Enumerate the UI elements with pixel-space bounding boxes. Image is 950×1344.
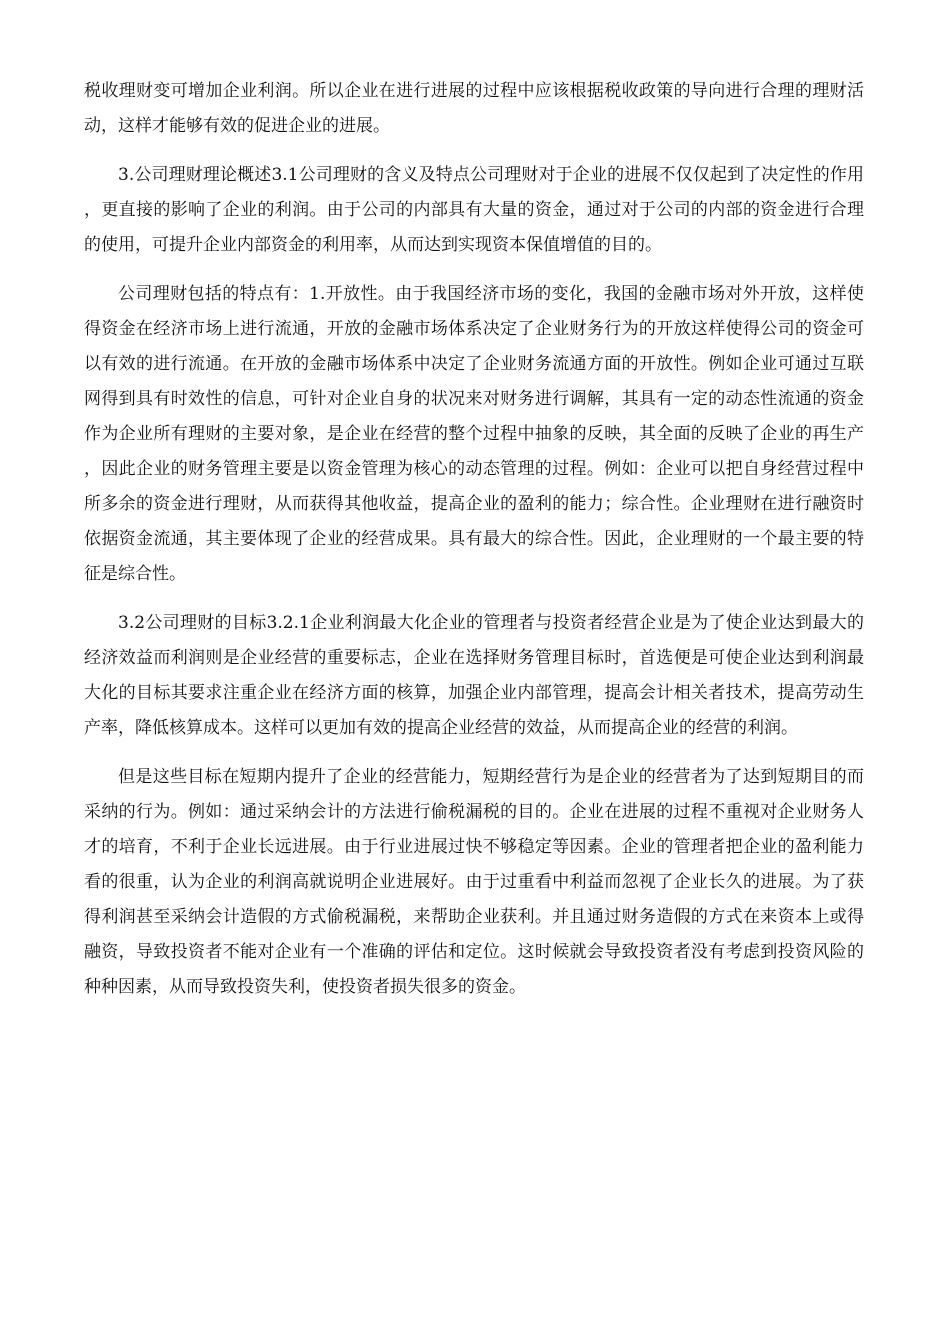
paragraph-4: 3.2公司理财的目标3.2.1企业利润最大化企业的管理者与投资者经营企业是为了使企业达到最大的经济效益而利润则是企业经营的重要标志，企业在选择财务管理目标时，首选便是可使企业达到利润最大化的目标其要求注重企业在经济方面的核算，加强企业内部管理，提高会计相关者技术，提高劳动生产率，降低核算成本。这样可以更加有效的提高企业经营的效益，从而提高企业的经营的利润。 [84, 613, 864, 738]
document-page [84, 74, 864, 1019]
paragraph-1: 税收理财变可增加企业利润。所以企业在进行进展的过程中应该根据税收政策的导向进行合理的理财活动，这样才能够有效的促进企业的进展。 [84, 81, 864, 136]
paragraph-2: 3.公司理财理论概述3.1公司理财的含义及特点公司理财对于企业的进展不仅仅起到了决定性的作用，更直接的影响了企业的利润。由于公司的内部具有大量的资金，通过对于公司的内部的资金进行合理的使用，可提升企业内部资金的利用率，从而达到实现资本保值增值的目的。 [84, 165, 864, 255]
paragraph-5: 但是这些目标在短期内提升了企业的经营能力，短期经营行为是企业的经营者为了达到短期目的而采纳的行为。例如：通过采纳会计的方法进行偷税漏税的目的。企业在进展的过程不重视对企业财务人才的培育，不利于企业长远进展。由于行业进展过快不够稳定等因素。企业的管理者把企业的盈利能力看的很重，认为企业的利润高就说明企业进展好。由于过重看中利益而忽视了企业长久的进展。为了获得利润甚至采纳会计造假的方式偷税漏税，来帮助企业获利。并且通过财务造假的方式在来资本上或得融资，导致投资者不能对企业有一个准确的评估和定位。这时候就会导致投资者没有考虑到投资风险的种种因素，从而导致投资失利，使投资者损失很多的资金。 [84, 767, 864, 997]
paragraph-3: 公司理财包括的特点有：1.开放性。由于我国经济市场的变化，我国的金融市场对外开放，这样使得资金在经济市场上进行流通，开放的金融市场体系决定了企业财务行为的开放这样使得公司的资金可以有效的进行流通。在开放的金融市场体系中决定了企业财务流通方面的开放性。例如企业可通过互联网得到具有时效性的信息，可针对企业自身的状况来对财务进行调解，其具有一定的动态性流通的资金作为企业所有理财的主要对象，是企业在经营的整个过程中抽象的反映，其全面的反映了企业的再生产，因此企业的财务管理主要是以资金管理为核心的动态管理的过程。例如：企业可以把自身经营过程中所多余的资金进行理财，从而获得其他收益，提高企业的盈利的能力；综合性。企业理财在进行融资时依据资金流通，其主要体现了企业的经营成果。具有最大的综合性。因此，企业理财的一个最主要的特征是综合性。 [84, 284, 864, 584]
